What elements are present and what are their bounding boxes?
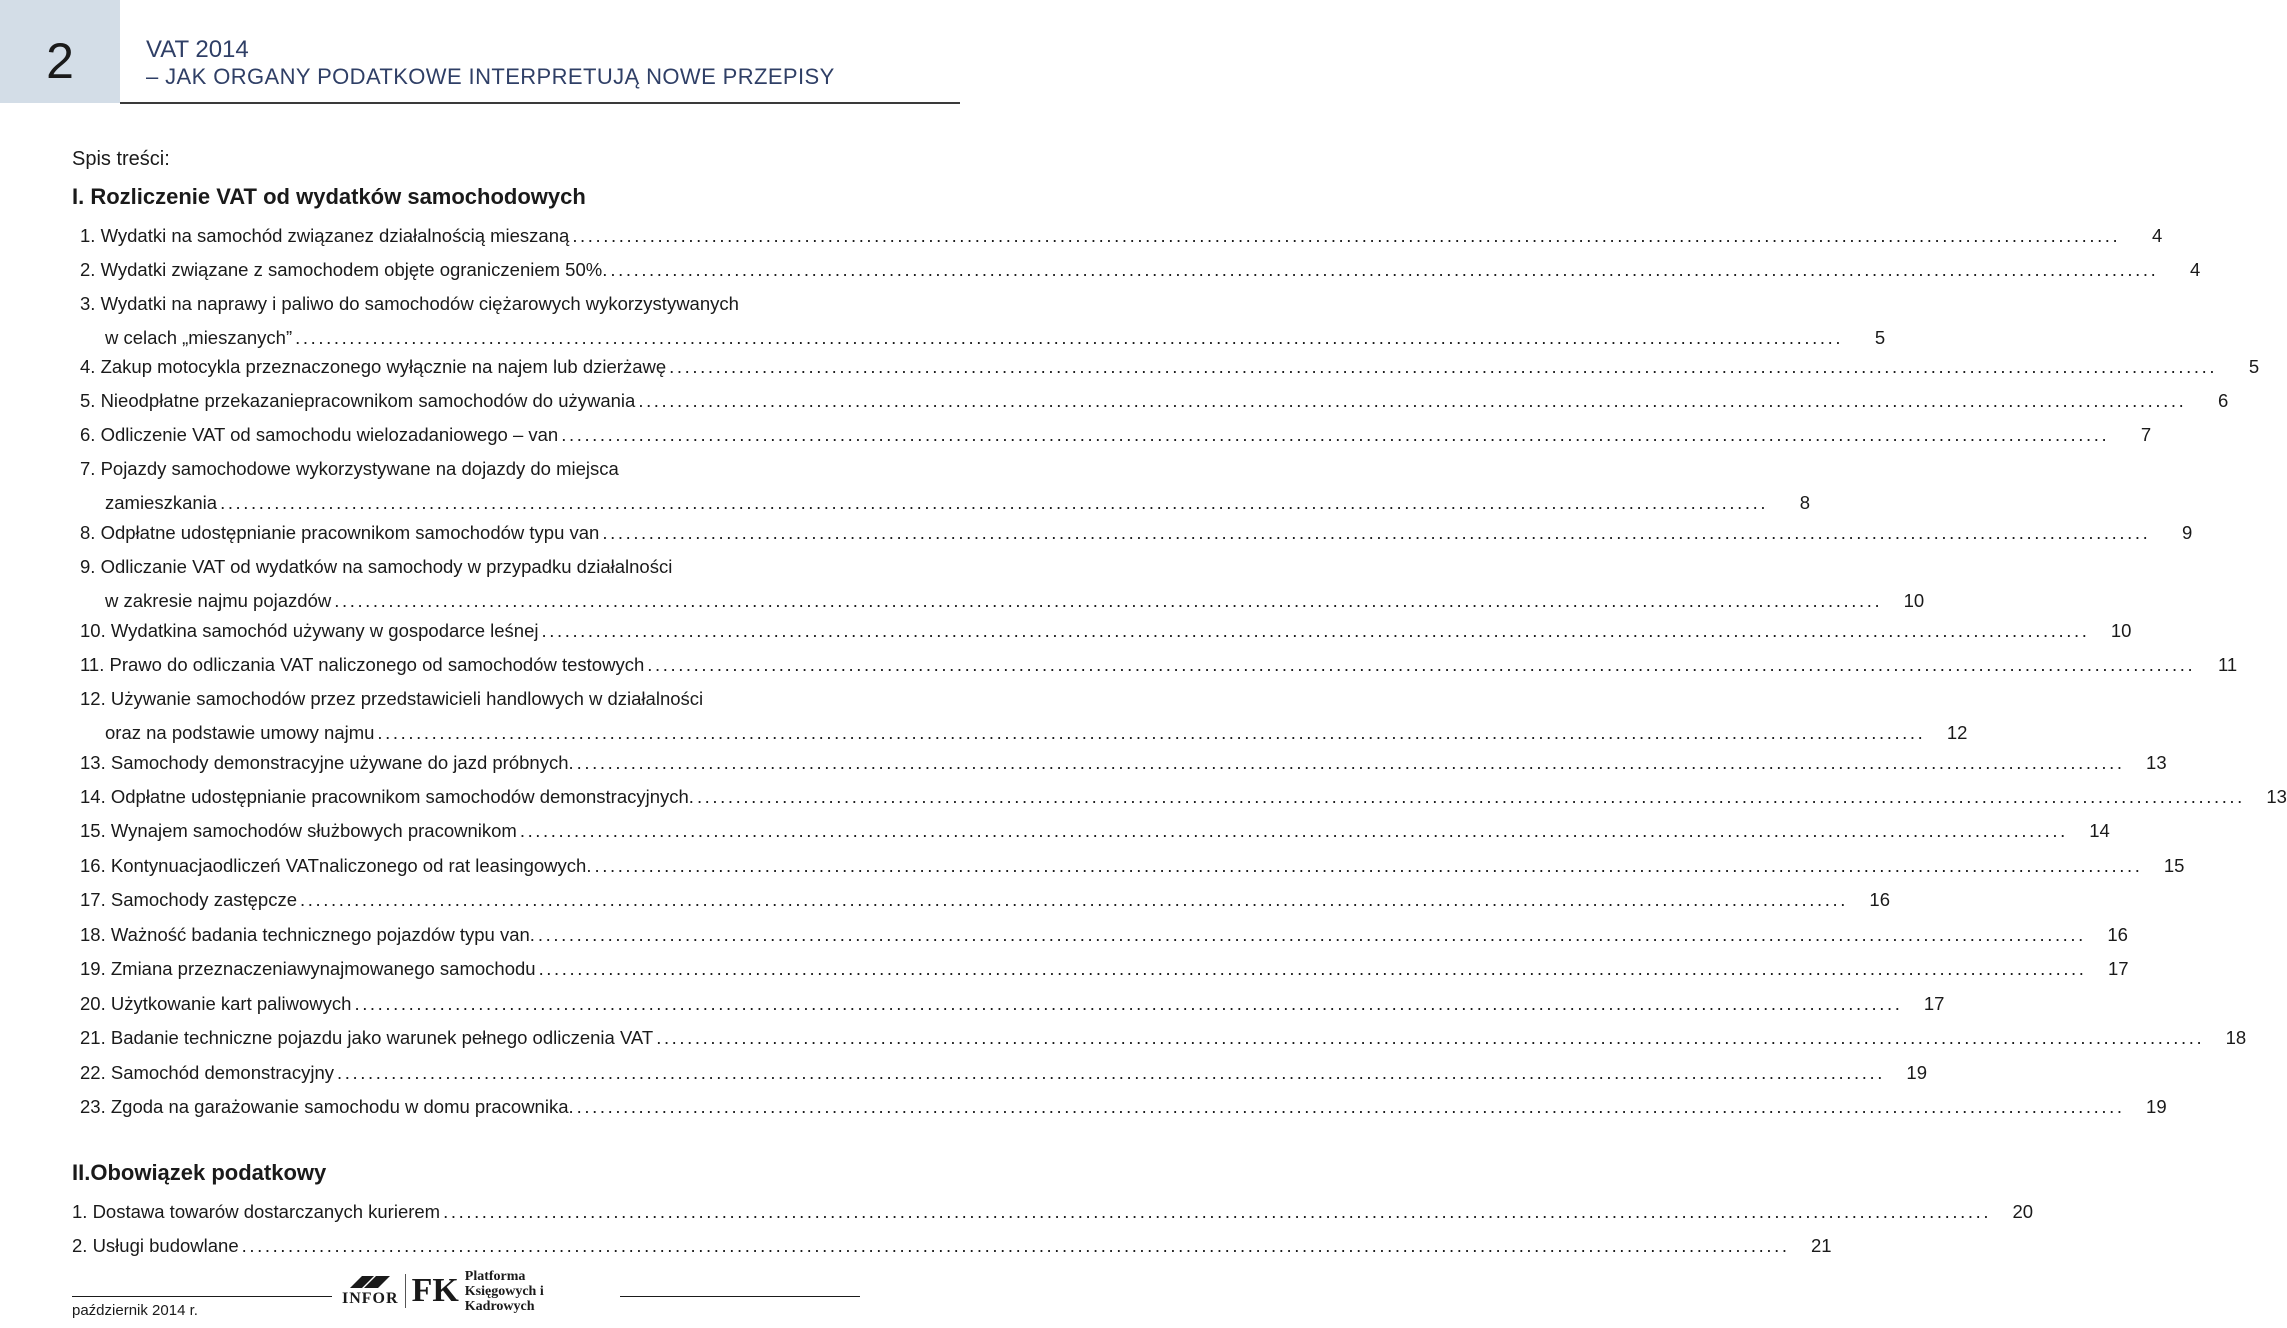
- toc-entry[interactable]: [80, 1090, 2167, 1124]
- toc-entry[interactable]: [80, 849, 2185, 883]
- page-number: 2: [46, 33, 74, 89]
- toc-page-number: 18: [2225, 1027, 2247, 1048]
- publisher-logo: [342, 1270, 612, 1312]
- toc-label: Spis treści:: [72, 148, 170, 170]
- toc-entry[interactable]: [72, 1195, 2034, 1229]
- toc-page-number: 12: [1946, 722, 1968, 743]
- toc-entry-title: 2. Usługi budowlane: [72, 1235, 239, 1256]
- dot-leader: ........................................................................................................................................................................................................: [241, 1235, 1790, 1256]
- dot-leader: ........................................................................................................................................................................................................: [572, 225, 2121, 246]
- header-subtitle: – JAK ORGANY PODATKOWE INTERPRETUJĄ NOWE PRZEPISY: [146, 64, 835, 89]
- toc-entry[interactable]: [80, 287, 1886, 355]
- dot-leader: ........................................................................................................................................................................................................: [696, 786, 2245, 807]
- dot-leader: ........................................................................................................................................................................................................: [334, 590, 1883, 611]
- infor-emblem-icon: [348, 1274, 392, 1290]
- page-number-box: [0, 0, 120, 103]
- toc-entry[interactable]: [80, 780, 2287, 814]
- dot-leader: ........................................................................................................................................................................................................: [538, 958, 2087, 979]
- toc-page-number: 19: [2146, 1096, 2167, 1117]
- dot-leader: ........................................................................................................................................................................................................: [647, 654, 2196, 675]
- dot-leader: ........................................................................................................................................................................................................: [541, 620, 2090, 641]
- section-title: II.Obowiązek podatkowy: [72, 1160, 327, 1185]
- footer-date: październik 2014 r.: [72, 1302, 198, 1319]
- toc-entry[interactable]: [80, 952, 2129, 986]
- toc-page-number: 5: [1874, 327, 1886, 348]
- infor-logo: [342, 1274, 406, 1308]
- toc-entry[interactable]: [80, 1056, 1927, 1090]
- fk-logo-mark: FK: [411, 1272, 459, 1309]
- toc-entry-title: 4. Zakup motocykla przeznaczonego wyłącznie na najem lub dzierżawę: [80, 356, 667, 377]
- toc-entry[interactable]: [80, 452, 1811, 520]
- toc-page-number: 19: [1906, 1062, 1927, 1083]
- toc-entry-title-line1: 9. Odliczanie VAT od wydatków na samochody w przypadku działalności: [80, 556, 673, 577]
- toc-page-number: 11: [2218, 654, 2238, 675]
- dot-leader: ........................................................................................................................................................................................................: [519, 820, 2068, 841]
- dot-leader: ........................................................................................................................................................................................................: [594, 855, 2143, 876]
- toc-page-number: 5: [2248, 356, 2260, 377]
- toc-page-number: 15: [2163, 855, 2185, 876]
- dot-leader: ........................................................................................................................................................................................................: [377, 722, 1926, 743]
- header-title: VAT 2014: [146, 36, 249, 63]
- toc-entry-title: 18. Ważność badania technicznego pojazdów typu van.: [80, 924, 535, 945]
- toc-entry[interactable]: [80, 253, 2201, 287]
- header-rule: [120, 102, 960, 104]
- toc-page-number: 14: [2089, 820, 2110, 841]
- dot-leader: ........................................................................................................................................................................................................: [300, 889, 1848, 910]
- toc-entry-title: 10. Wydatkina samochód używany w gospodarce leśnej: [80, 620, 539, 641]
- toc-entry-title: 23. Zgoda na garażowanie samochodu w domu pracownika.: [80, 1096, 574, 1117]
- toc-entry[interactable]: [80, 987, 1945, 1021]
- toc-page-number: 6: [2218, 390, 2229, 411]
- toc-entry[interactable]: [80, 814, 2110, 848]
- fk-tagline-line2: Księgowych i Kadrowych: [464, 1283, 544, 1314]
- page-header: [0, 0, 960, 103]
- toc-entry-title: 16. Kontynuacjaodliczeń VATnaliczonego od rat leasingowych.: [80, 855, 592, 876]
- dot-leader: ........................................................................................................................................................................................................: [669, 356, 2218, 377]
- toc-entry-title: zamieszkania: [105, 492, 218, 513]
- toc-entry-title-line1: 7. Pojazdy samochodowe wykorzystywane na dojazdy do miejsca: [80, 458, 619, 479]
- toc-page-number: 7: [2140, 424, 2152, 445]
- toc-entry[interactable]: [80, 418, 2152, 452]
- toc-page-number: 20: [2012, 1201, 2034, 1222]
- toc-page-number: 10: [2110, 620, 2132, 641]
- footer-rule-left: [72, 1296, 332, 1297]
- toc-page-number: 4: [2190, 259, 2201, 280]
- toc-page-number: 21: [1811, 1235, 1832, 1256]
- toc-entry[interactable]: [80, 883, 1890, 917]
- footer-rule-right: [620, 1296, 860, 1297]
- toc-page-number: 16: [2107, 924, 2128, 945]
- toc-entry-title: oraz na podstawie umowy najmu: [105, 722, 375, 743]
- toc-entry[interactable]: [80, 746, 2167, 780]
- infor-logo-text: INFOR: [342, 1290, 399, 1307]
- toc-entry[interactable]: [80, 614, 2132, 648]
- toc-entry-title: 13. Samochody demonstracyjne używane do jazd próbnych.: [80, 752, 574, 773]
- toc-entry-title: 5. Nieodpłatne przekazaniepracownikom samochodów do używania: [80, 390, 636, 411]
- toc-entry-title: 2. Wydatki związane z samochodem objęte ograniczeniem 50%.: [80, 259, 608, 280]
- toc-entry[interactable]: [80, 516, 2193, 550]
- toc-page-number: 17: [1923, 993, 1945, 1014]
- toc-entry[interactable]: [80, 550, 1925, 618]
- toc-entry-title: 21. Badanie techniczne pojazdu jako warunek pełnego odliczenia VAT: [80, 1027, 654, 1048]
- dot-leader: ........................................................................................................................................................................................................: [295, 327, 1844, 348]
- dot-leader: ........................................................................................................................................................................................................: [354, 993, 1903, 1014]
- toc-page-number: 9: [2182, 522, 2193, 543]
- dot-leader: ........................................................................................................................................................................................................: [576, 1096, 2125, 1117]
- dot-leader: ........................................................................................................................................................................................................: [602, 522, 2151, 543]
- dot-leader: ........................................................................................................................................................................................................: [561, 424, 2110, 445]
- dot-leader: ........................................................................................................................................................................................................: [610, 259, 2159, 280]
- toc-entry-title: 8. Odpłatne udostępnianie pracownikom samochodów typu van: [80, 522, 600, 543]
- toc-entry[interactable]: [80, 918, 2128, 952]
- toc-entry-title: 15. Wynajem samochodów służbowych pracownikom: [80, 820, 517, 841]
- dot-leader: ........................................................................................................................................................................................................: [576, 752, 2125, 773]
- toc-entry[interactable]: [80, 682, 1968, 750]
- toc-entry-title: 6. Odliczenie VAT od samochodu wielozadaniowego – van: [80, 424, 559, 445]
- toc-entry[interactable]: [80, 648, 2238, 682]
- toc-page-number: 4: [2152, 225, 2163, 246]
- toc-page-number: 16: [1869, 889, 1890, 910]
- toc-entry-title: 11. Prawo do odliczania VAT naliczonego od samochodów testowych: [80, 654, 645, 675]
- toc-entry-title: w zakresie najmu pojazdów: [105, 590, 332, 611]
- dot-leader: ........................................................................................................................................................................................................: [337, 1062, 1885, 1083]
- toc-entry-title: 19. Zmiana przeznaczeniawynajmowanego samochodu: [80, 958, 536, 979]
- dot-leader: ........................................................................................................................................................................................................: [656, 1027, 2205, 1048]
- dot-leader: ........................................................................................................................................................................................................: [443, 1201, 1992, 1222]
- toc-entry-title-line1: 3. Wydatki na naprawy i paliwo do samochodów ciężarowych wykorzystywanych: [80, 293, 739, 314]
- toc-entry-title: 1. Dostawa towarów dostarczanych kurierem: [72, 1201, 441, 1222]
- toc-entry[interactable]: [80, 219, 2163, 253]
- dot-leader: ........................................................................................................................................................................................................: [220, 492, 1769, 513]
- toc-entry-title-line1: 12. Używanie samochodów przez przedstawicieli handlowych w działalności: [80, 688, 704, 709]
- toc-page-number: 10: [1903, 590, 1925, 611]
- toc-entry-title: 1. Wydatki na samochód związanez działalnością mieszaną: [80, 225, 570, 246]
- fk-logo-tagline: [465, 1269, 612, 1314]
- toc-page-number: 13: [2146, 752, 2167, 773]
- toc-page-number: 8: [1799, 492, 1811, 513]
- toc-entry-title: 17. Samochody zastępcze: [80, 889, 297, 910]
- fk-tagline-line1: Platforma: [464, 1268, 526, 1284]
- toc-page-number: 13: [2266, 786, 2287, 807]
- section-title: I. Rozliczenie VAT od wydatków samochodowych: [72, 184, 586, 209]
- toc-entry-title: w celach „mieszanych”: [105, 327, 293, 348]
- toc-entry-title: 14. Odpłatne udostępnianie pracownikom samochodów demonstracyjnych.: [80, 786, 694, 807]
- toc-entry-title: 22. Samochód demonstracyjny: [80, 1062, 334, 1083]
- toc-entry[interactable]: [80, 384, 2229, 418]
- dot-leader: ........................................................................................................................................................................................................: [537, 924, 2086, 945]
- toc-entry-title: 20. Użytkowanie kart paliwowych: [80, 993, 352, 1014]
- toc-entry[interactable]: [80, 1021, 2247, 1055]
- dot-leader: ........................................................................................................................................................................................................: [638, 390, 2187, 411]
- toc-page-number: 17: [2107, 958, 2129, 979]
- toc-entry[interactable]: [80, 350, 2260, 384]
- toc-entry[interactable]: [72, 1229, 1832, 1263]
